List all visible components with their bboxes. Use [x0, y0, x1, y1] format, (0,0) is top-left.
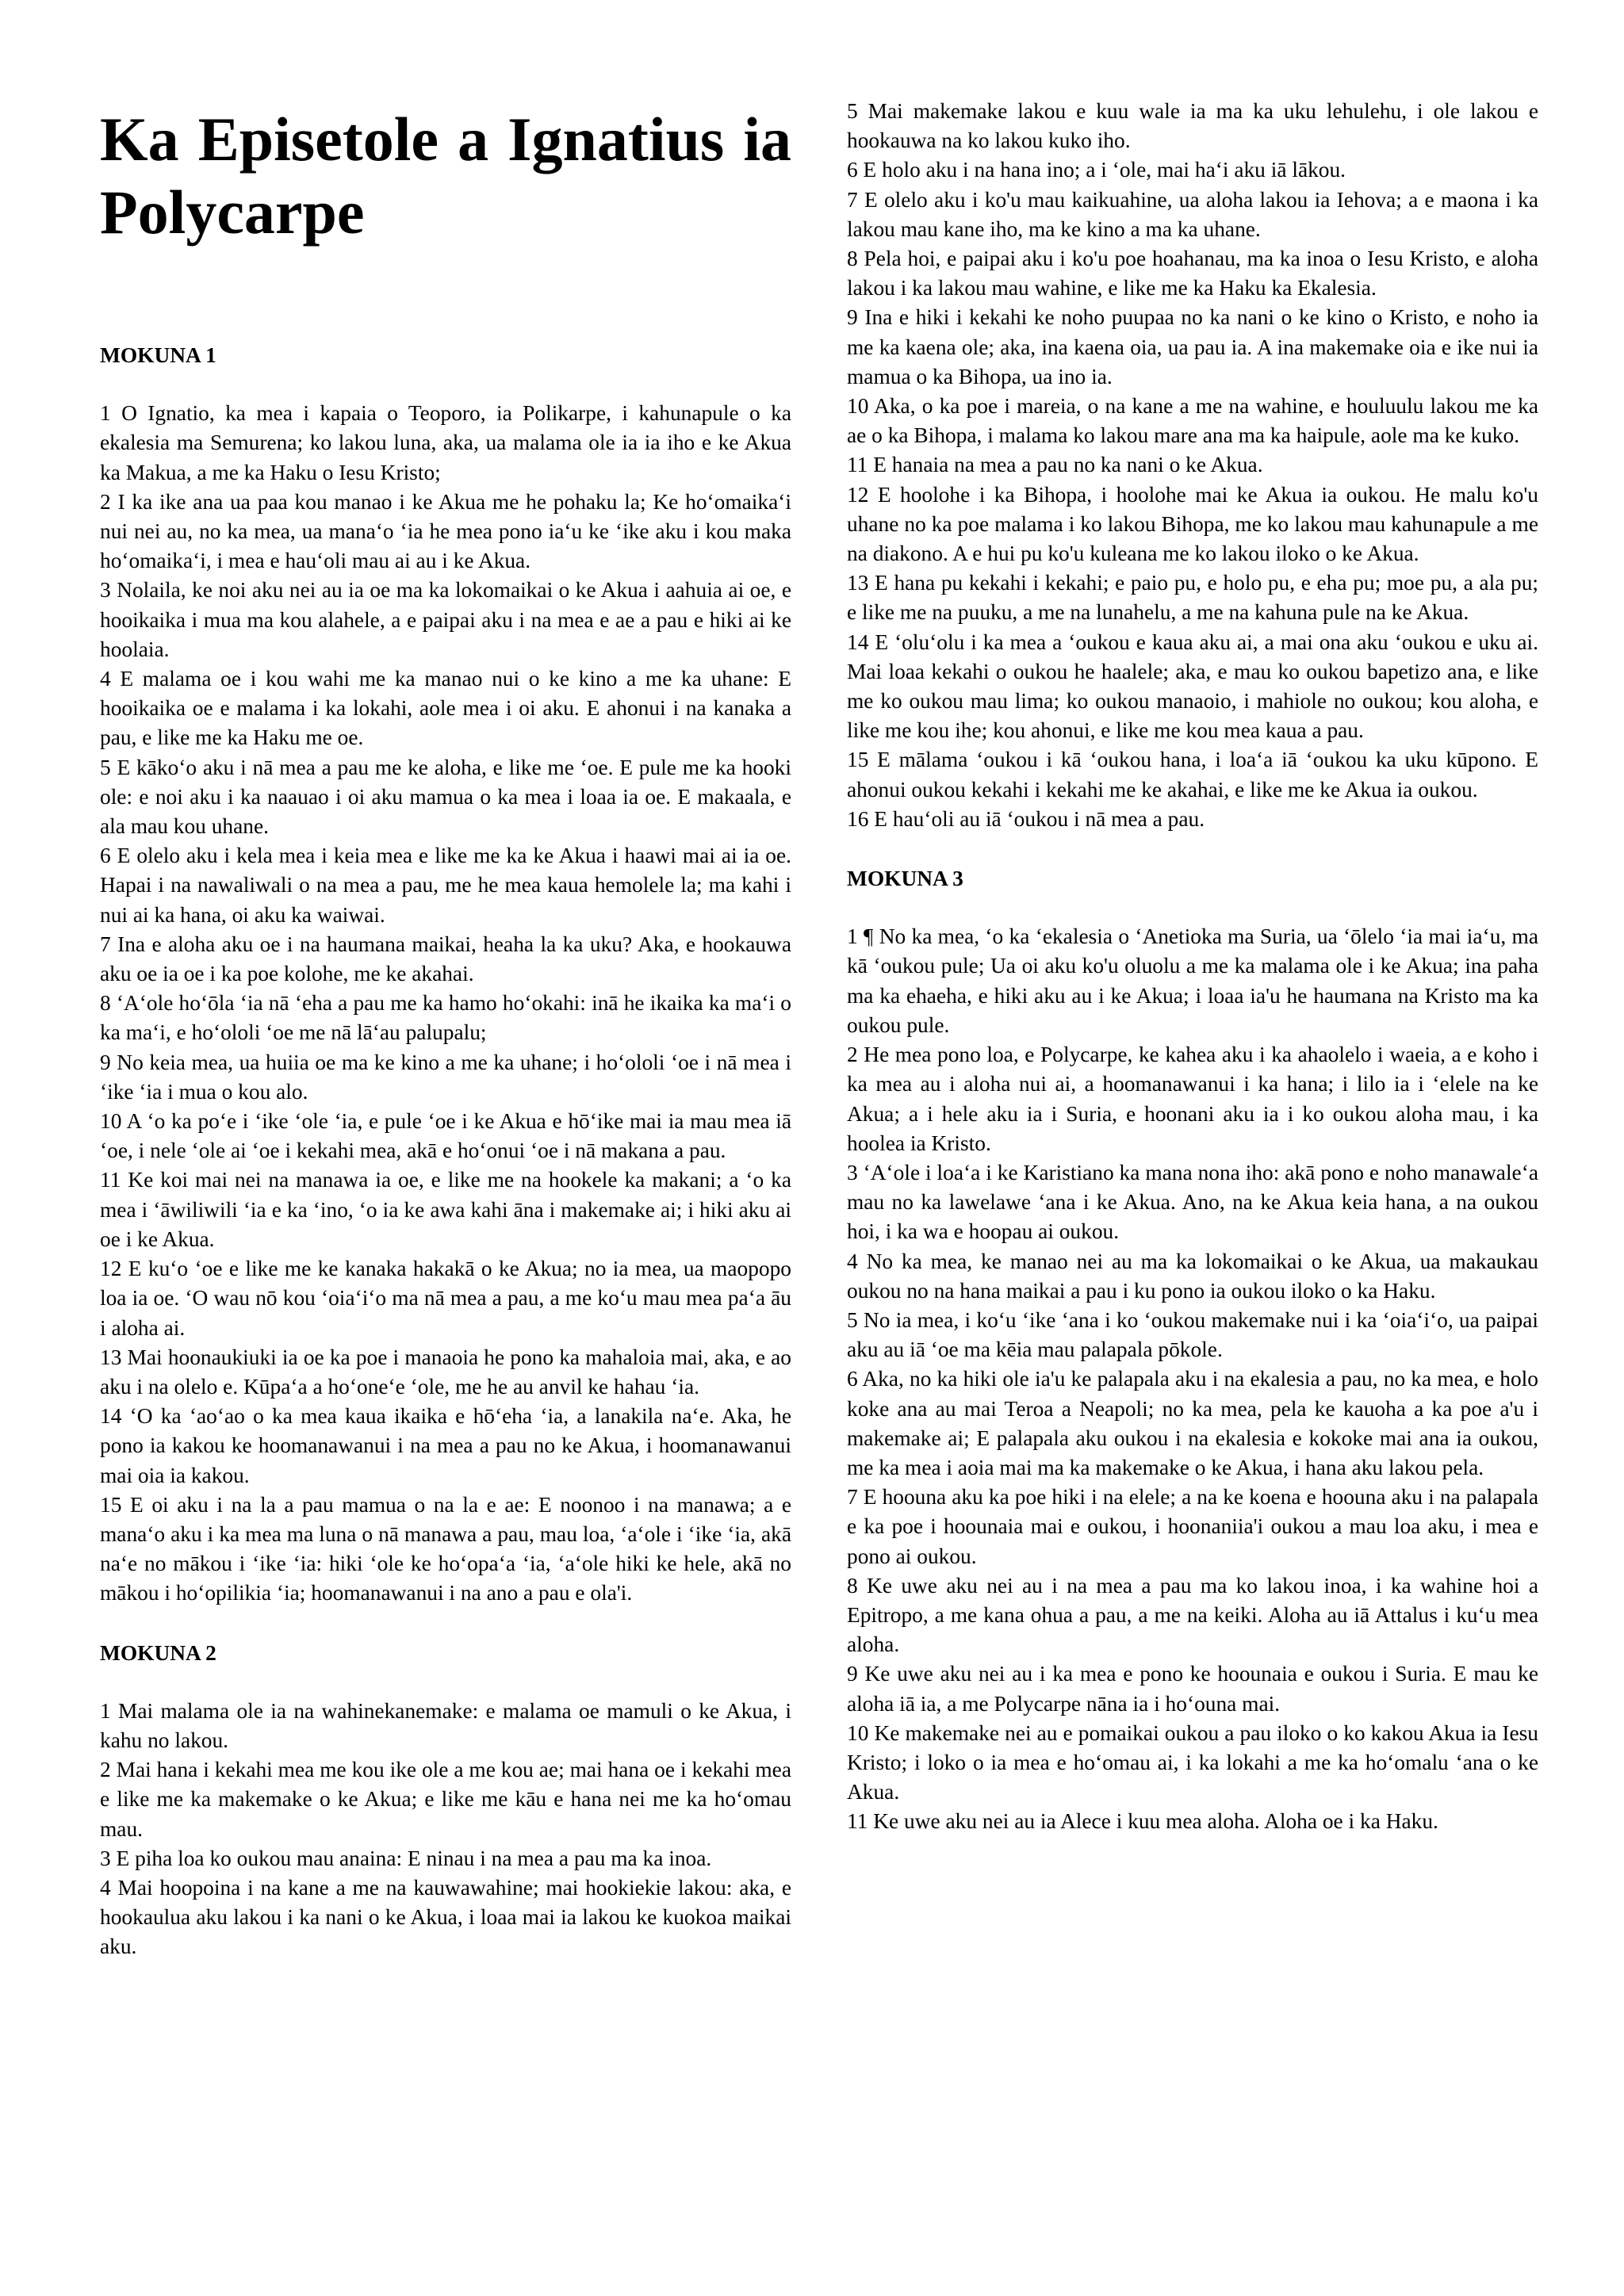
chapter-3-verses [847, 922, 1538, 1836]
verse: 15 E mālama ʻoukou i kā ʻoukou hana, i loaʻa iā ʻoukou ka uku kūpono. E ahonui oukou kekahi i kekahi me ke akahai, e like me ke Akua ia oukou. [847, 748, 1538, 802]
verse: 10 Aka, o ka poe i mareia, o na kane a me na wahine, e houluulu lakou me ka ae o ka Bihopa, i malama ko lakou mare ana ma ka haipule, aole ma ke kuko. [847, 394, 1538, 448]
verse: 1 Mai malama ole ia na wahinekanemake: e malama oe mamuli o ke Akua, i kahu no lakou. [100, 1698, 791, 1752]
chapter-1-heading: MOKUNA 1 [100, 343, 216, 367]
verse: 12 E hoolohe i ka Bihopa, i hoolohe mai ke Akua ia oukou. He malu ko'u uhane no ka poe malama i ko lakou Bihopa, me ko lakou mau kahunapule a me na diakono. A e hui pu ko'u kuleana me ko lakou iloko o ke Akua. [847, 482, 1538, 566]
verse: 14 E ʻoluʻolu i ka mea a ʻoukou e kaua aku ai, a mai ona aku ʻoukou e uku ai. Mai loaa kekahi o oukou he haalele; aka, e mau ko oukou bapetizo ana, e like me ko oukou mau lima; ko oukou manaoio, i mahiole no oukou; kou aloha, e like me kou ihe; kou ahonui, e like me kou mea kaua a pau. [847, 629, 1538, 743]
verse: 8 ʻAʻole hoʻōla ʻia nā ʻeha a pau me ka hamo hoʻokahi: inā he ikaika ka maʻi o ka maʻi, e hoʻololi ʻoe me nā lāʻau palupalu; [100, 991, 791, 1045]
chapter-2-verses-right [847, 97, 1538, 834]
verse: 5 No ia mea, i koʻu ʻike ʻana i ko ʻoukou makemake nui i ka ʻoiaʻiʻo, ua paipai aku au iā ʻoe ma kēia mau palapala pōkole. [847, 1307, 1538, 1362]
verse: 10 A ʻo ka poʻe i ʻike ʻole ʻia, e pule ʻoe i ke Akua e hōʻike mai ia mau mea iā ʻoe, i nele ʻole ai ʻoe i kekahi mea, akā e hoʻonui ʻoe i nā makana a pau. [100, 1109, 791, 1163]
verse: 6 E holo aku i na hana ino; a i ʻole, mai haʻi aku iā lākou. [847, 158, 1346, 182]
verse: 13 E hana pu kekahi i kekahi; e paio pu, e holo pu, e eha pu; moe pu, a ala pu; e like me na puuku, a me na lunahelu, a me na kahuna pule na ke Akua. [847, 571, 1538, 625]
verse: 3 E piha loa ko oukou mau anaina: E ninau i na mea a pau ma ka inoa. [100, 1846, 712, 1870]
verse: 11 Ke uwe aku nei au ia Alece i kuu mea aloha. Aloha oe i ka Haku. [847, 1809, 1438, 1834]
chapter-spacer [100, 1609, 791, 1639]
verse: 2 He mea pono loa, e Polycarpe, ke kahea aku i ka ahaolelo i waeia, a e koho i ka mea au i aloha nui ai, a hoomanawanui i ka hana; i lilo ia i ʻelele na ke Akua; a i hele aku ia i Suria, e hoonani aku ia i ko oukou aloha mau, i ka hoolea ia Kristo. [847, 1043, 1538, 1155]
verse: 3 Nolaila, ke noi aku nei au ia oe ma ka lokomaikai o ke Akua i aahuia ai oe, e hooikaika i mua ma kou alahele, a e paipai aku i na mea e ae a pau e hiki ai ke hoolaia. [100, 578, 791, 661]
right-column [847, 97, 1538, 1837]
verse: 8 Ke uwe aku nei au i na mea a pau ma ko lakou inoa, i ka wahine hoi a Epitropo, a me kana ohua a pau, a me na keiki. Aloha au iā Attalus i kuʻu mea aloha. [847, 1573, 1538, 1657]
verse: 2 I ka ike ana ua paa kou manao i ke Akua me he pohaku la; Ke hoʻomaikaʻi nui nei au, no ka mea, ua manaʻo ʻia he mea pono iaʻu ke ʻike aku i kou maka hoʻomaikaʻi, i mea e hauʻoli mau ai au i ke Akua. [100, 489, 791, 573]
left-column [100, 103, 791, 1962]
verse: 4 No ka mea, ke manao nei au ma ka lokomaikai o ke Akua, ua makaukau oukou no na hana maikai a pau i ku pono ia oukou iloko o ka Haku. [847, 1249, 1538, 1303]
verse: 6 Aka, no ka hiki ole ia'u ke palapala aku i na ekalesia a pau, no ka mea, e holo koke ana au mai Teroa a Neapoli; no ka mea, pela ke kauoha a ka poe a'u i makemake ai; E palapala aku oukou i na ekalesia e kokoke mai ana ia oukou, me ka mea i aoia mai ma ka makemake o ke Akua, i hana aku lakou pela. [847, 1367, 1538, 1479]
verse: 6 E olelo aku i kela mea i keia mea e like me ka ke Akua i haawi mai ai ia oe. Hapai i na nawaliwali o na mea a pau, me he mea kaua hemolele la; ma kahi i nui ai ka hana, oi aku ka waiwai. [100, 844, 791, 927]
verse: 10 Ke makemake nei au e pomaikai oukou a pau iloko o ko kakou Akua ia Iesu Kristo; i loko o ia mea e hoʻomau ai, i ka lokahi a me ka hoʻomalu ʻana o ke Akua. [847, 1720, 1538, 1804]
chapter-3-heading: MOKUNA 3 [847, 867, 963, 891]
verse: 16 E hauʻoli au iā ʻoukou i nā mea a pau. [847, 806, 1205, 831]
verse: 14 ʻO ka ʻaoʻao o ka mea kaua ikaika e hōʻeha ʻia, a lanakila naʻe. Aka, he pono ia kakou ke hoomanawanui i na mea a pau no ke Akua, i hoomanawanui mai oia ia kakou. [100, 1404, 791, 1487]
verse: 4 Mai hoopoina i na kane a me na kauwawahine; mai hookiekie lakou: aka, e hookaulua aku lakou i ka nani o ke Akua, i loaa mai ia lakou ke kuokoa maikai aku. [100, 1875, 791, 1959]
document-title: Ka Episetole a Ignatius ia Polycarpe [100, 105, 791, 247]
verse: 11 Ke koi mai nei na manawa ia oe, e like me na hookele ka makani; a ʻo ka mea i ʻāwiliwili ʻia e ka ʻino, ʻo ia ke awa kahi āna i makemake ai; i hiki aku ai oe i ke Akua. [100, 1168, 791, 1251]
verse: 1 ¶ No ka mea, ʻo ka ʻekalesia o ʻAnetioka ma Suria, ua ʻōlelo ʻia mai iaʻu, ma kā ʻoukou pule; Ua oi aku ko'u oluolu a me ka malama ole i ke Akua; ina paha ma ka ehaeha, e hiki aku au i ke Akua; i loaa ia'u he haumana na Kristo ma ka oukou pule. [847, 924, 1538, 1037]
chapter-1-verses [100, 399, 791, 1608]
verse: 9 Ke uwe aku nei au i ka mea e pono ke hoounaia e oukou i Suria. E mau ke aloha iā ia, a me Polycarpe nāna ia i hoʻouna mai. [847, 1662, 1538, 1716]
verse: 9 No keia mea, ua huiia oe ma ke kino a me ka uhane; i hoʻololi ʻoe i nā mea i ʻike ʻia i mua o kou alo. [100, 1050, 791, 1104]
verse: 12 E kuʻo ʻoe e like me ke kanaka hakakā o ke Akua; no ia mea, ua maopopo loa ia oe. ʻO wau nō kou ʻoiaʻiʻo ma nā mea a pau, a me koʻu mau mea paʻa āu i aloha ai. [100, 1257, 791, 1340]
verse: 11 E hanaia na mea a pau no ka nani o ke Akua. [847, 453, 1263, 477]
verse: 15 E oi aku i na la a pau mamua o na la e ae: E noonoo i na manawa; a e manaʻo aku i ka mea ma luna o nā manawa a pau, mau loa, ʻaʻole i ʻike ʻia, akā naʻe no mākou i ʻike ʻia: hiki ʻole ke hoʻopaʻa ʻia, ʻaʻole hiki ke hele, akā no mākou i hoʻopilikia ʻia; hoomanawanui i na ano a pau e ola'i. [100, 1492, 791, 1605]
verse: 5 Mai makemake lakou e kuu wale ia ma ka uku lehulehu, i ole lakou e hookauwa na ko lakou kuko iho. [847, 99, 1538, 153]
verse: 7 Ina e aloha aku oe i na haumana maikai, heaha la ka uku? Aka, e hookauwa aku oe ia oe i ka poe kolohe, me ke akahai. [100, 932, 791, 986]
verse: 7 E olelo aku i ko'u mau kaikuahine, ua aloha lakou ia Iehova; a e maona i ka lakou mau kane iho, ma ke kino a ma ka uhane. [847, 187, 1538, 241]
verse: 9 Ina e hiki i kekahi ke noho puupaa no ka nani o ke kino o Kristo, e noho ia me ka kaena ole; aka, ina kaena oia, ua pau ia. A ina makemake oia e ike nui ia mamua o ka Bihopa, ua ino ia. [847, 305, 1538, 388]
chapter-spacer [847, 834, 1538, 864]
verse: 5 E kākoʻo aku i nā mea a pau me ke aloha, e like me ʻoe. E pule me ka hooki ole: e noi aku i ka naauao i oi aku mamua o ka mea i loaa ia oe. E makaala, e ala mau kou uhane. [100, 755, 791, 839]
verse: 3 ʻAʻole i loaʻa i ke Karistiano ka mana nona iho: akā pono e noho manawaleʻa mau no ka lawelawe ʻana i ke Akua. Ano, na ke Akua keia hana, a na oukou hoi, i ka wa e hoopau ai oukou. [847, 1160, 1538, 1244]
verse: 13 Mai hoonaukiuki ia oe ka poe i manaoia he pono ka mahaloia mai, aka, e ao aku i na olelo e. Kūpaʻa a hoʻoneʻe ʻole, me he au anvil ke hahau ʻia. [100, 1345, 791, 1399]
chapter-2-verses-left [100, 1697, 791, 1962]
verse: 8 Pela hoi, e paipai aku i ko'u poe hoahanau, ma ka inoa o Iesu Kristo, e aloha lakou i ka lakou mau wahine, e like me ka Haku ka Ekalesia. [847, 247, 1538, 300]
verse: 7 E hoouna aku ka poe hiki i na elele; a na ke koena e hoouna aku i na palapala e ka poe i hoounaia mai e oukou, i hoonaniia'i oukou a mau loa aku, i mea e pono ai oukou. [847, 1485, 1538, 1568]
verse: 1 O Ignatio, ka mea i kapaia o Teoporo, ia Polikarpe, i kahunapule o ka ekalesia ma Semurena; ko lakou luna, aka, ua malama ole ia ia iho e ke Akua ka Makua, a me ka Haku o Iesu Kristo; [100, 401, 791, 484]
chapter-2-heading: MOKUNA 2 [100, 1640, 216, 1665]
verse: 4 E malama oe i kou wahi me ka manao nui o ke kino a me ka uhane: E hooikaika oe e malama i ka lokahi, aole mea i oi aku. E ahonui i na kanaka a pau, e like me ka Haku me oe. [100, 667, 791, 750]
verse: 2 Mai hana i kekahi mea me kou ike ole a me kou ae; mai hana oe i kekahi mea e like me ka makemake o ke Akua; e like me kāu e hana nei me ka hoʻomau mau. [100, 1758, 791, 1841]
